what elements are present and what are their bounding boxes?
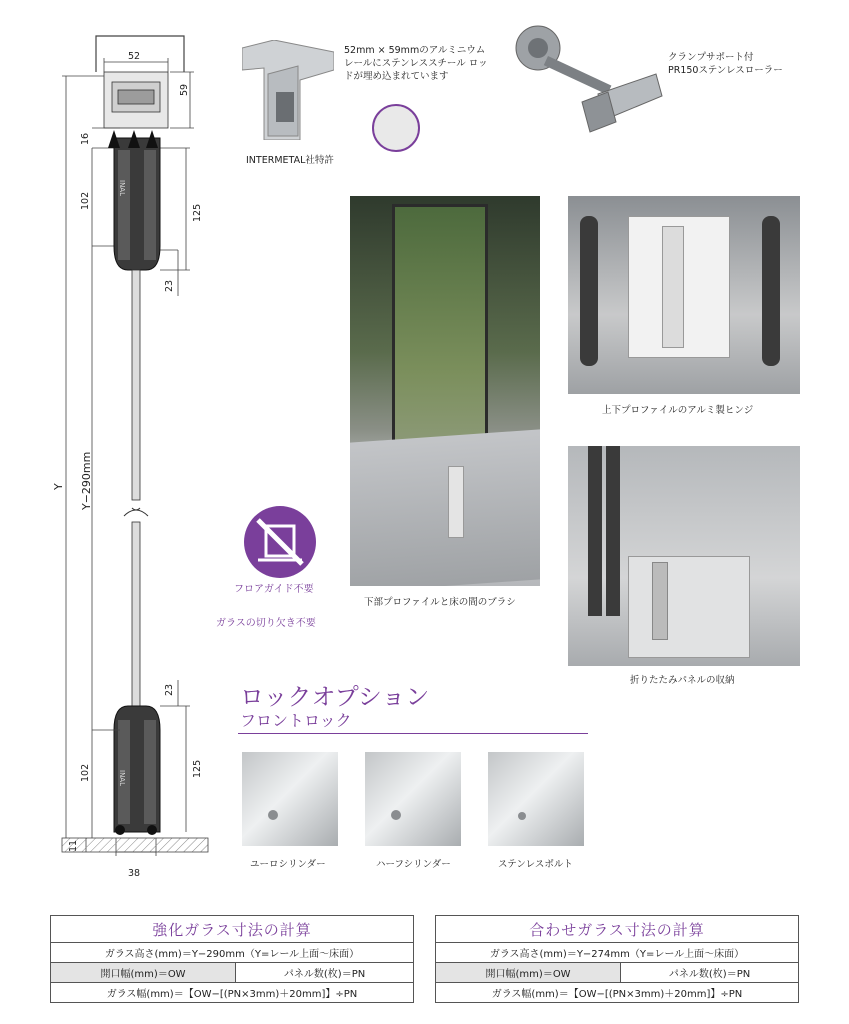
- hinge-caption: 上下プロファイルのアルミ製ヒンジ: [602, 405, 754, 416]
- section-drawing: [0, 0, 230, 885]
- laminated-glass-table: [435, 915, 799, 1003]
- dim-11: 11: [68, 839, 79, 852]
- dim-102-upper: 102: [80, 191, 91, 210]
- dim-59: 59: [179, 83, 190, 96]
- lock-photo-half: [365, 752, 461, 846]
- dim-125-upper: 125: [192, 203, 203, 222]
- laminated-row1: ガラス高さ(mm)＝Y−274mm（Y=レール上面〜床面）: [436, 943, 799, 963]
- badge-text-2: ガラスの切り欠き不要: [216, 618, 316, 629]
- dim-23-lower: 23: [164, 683, 175, 696]
- folding-caption: 折りたたみパネルの収納: [630, 675, 735, 686]
- lock-photo-bolt: [488, 752, 584, 846]
- tempered-title: 強化ガラス寸法の計算: [51, 916, 414, 943]
- folding-photo: [568, 446, 800, 666]
- brush-photo: [350, 196, 540, 586]
- tempered-glass-table: [50, 915, 414, 1003]
- brush-caption: 下部プロファイルと床の間のブラシ: [364, 597, 516, 608]
- laminated-title: 合わせガラス寸法の計算: [436, 916, 799, 943]
- dim-glass-height: Y−290mm: [80, 451, 93, 510]
- tempered-row1: ガラス高さ(mm)＝Y−290mm（Y=レール上面〜床面）: [51, 943, 414, 963]
- roller-note-2: PR150ステンレスローラー: [668, 65, 783, 76]
- roller-note-1: クランプサポート付: [668, 52, 754, 63]
- laminated-row2b: パネル数(枚)＝PN: [621, 963, 799, 983]
- dim-23-upper: 23: [164, 279, 175, 292]
- tempered-row2b: パネル数(枚)＝PN: [236, 963, 414, 983]
- lock-label-half: ハーフシリンダー: [376, 859, 451, 870]
- lock-subtitle: フロントロック: [240, 711, 352, 730]
- dim-38: 38: [128, 868, 141, 879]
- no-floor-guide-icon: [244, 506, 316, 578]
- patent-note: INTERMETAL社特許: [246, 155, 334, 166]
- profile-label-lower: INAL: [118, 770, 126, 786]
- dim-16: 16: [80, 132, 91, 145]
- laminated-row3: ガラス幅(mm)＝【OW−[(PN×3mm)＋20mm]】÷PN: [436, 983, 799, 1003]
- tempered-row3: ガラス幅(mm)＝【OW−[(PN×3mm)＋20mm]】÷PN: [51, 983, 414, 1003]
- rail-photo: [242, 40, 334, 140]
- profile-label-upper: INAL: [118, 180, 126, 196]
- dim-52: 52: [128, 51, 141, 62]
- dim-y: Y: [52, 483, 65, 490]
- lock-label-euro: ユーロシリンダー: [250, 859, 326, 870]
- roller-photo: [512, 22, 672, 142]
- lock-divider: [238, 733, 588, 734]
- tempered-row2a: 開口幅(mm)＝OW: [51, 963, 236, 983]
- lock-title: ロックオプション: [240, 683, 430, 711]
- lock-photo-euro: [242, 752, 338, 846]
- badge-text-1: フロアガイド不要: [234, 584, 314, 595]
- rail-rod-icon: [372, 104, 420, 152]
- laminated-row2a: 開口幅(mm)＝OW: [436, 963, 621, 983]
- rail-note: 52mm × 59mmのアルミニウム レールにステンレススチール ロッドが埋め込まれています: [344, 45, 488, 82]
- lock-label-bolt: ステンレスボルト: [498, 859, 573, 870]
- hinge-photo: [568, 196, 800, 394]
- dim-125-lower: 125: [192, 759, 203, 778]
- dim-102-lower: 102: [80, 763, 91, 782]
